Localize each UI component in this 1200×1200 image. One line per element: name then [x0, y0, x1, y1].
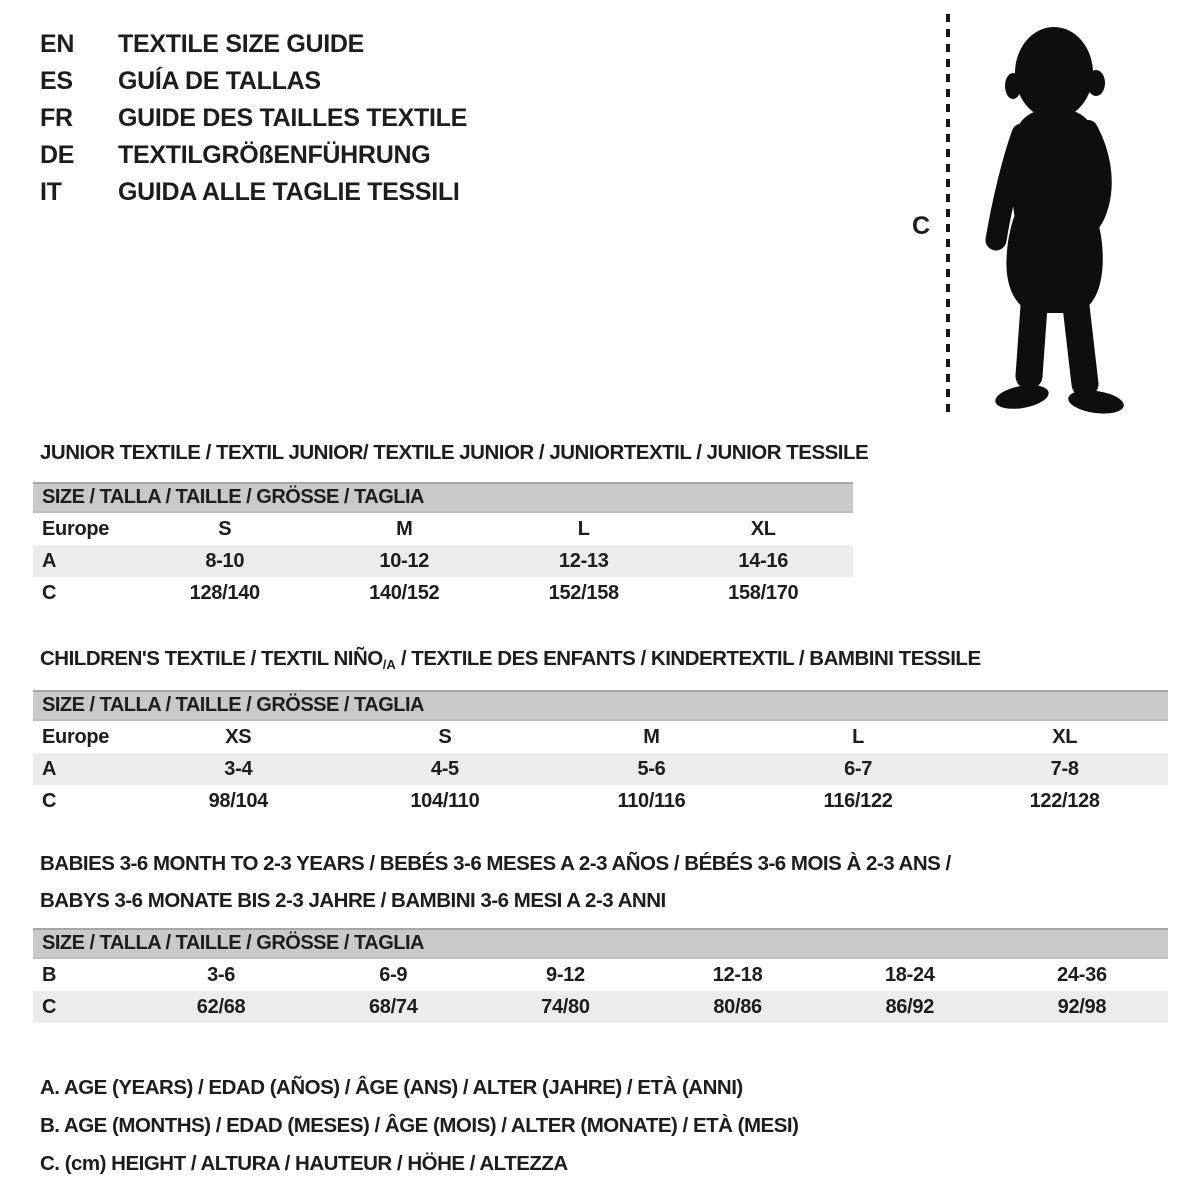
legend-line-a: A. AGE (YEARS) / EDAD (AÑOS) / ÂGE (ANS) / ALTER (JAHRE) / ETÀ (ANNI) [40, 1076, 743, 1099]
section-title-children [40, 640, 981, 683]
height-cell: 86/92 [885, 996, 935, 1018]
junior-size-table [33, 482, 853, 609]
height-cell: 128/140 [189, 582, 260, 604]
section-title-children-sub: /A [382, 657, 396, 672]
table-row-age-years [33, 545, 853, 577]
size-header-bar: SIZE / TALLA / TAILLE / GRÖSSE / TAGLIA [33, 482, 853, 513]
age-cell: 12-18 [712, 964, 763, 986]
size-cell: S [438, 726, 452, 748]
language-code: ES [40, 67, 73, 95]
row-label: A [42, 758, 57, 780]
height-cell: 116/122 [823, 790, 893, 812]
language-title-list [40, 26, 467, 211]
size-cell: XL [1052, 726, 1078, 748]
height-cell: 62/68 [196, 996, 246, 1018]
age-cell: 6-9 [379, 964, 408, 986]
age-cell: 12-13 [558, 550, 609, 572]
language-row-fr [40, 100, 467, 137]
row-label: C [42, 996, 57, 1018]
size-cell: XS [225, 726, 252, 748]
age-cell: 3-4 [224, 758, 253, 780]
guide-title-de: TEXTILGRÖßENFÜHRUNG [118, 141, 431, 169]
size-cell: M [643, 726, 660, 748]
legend-line-b: B. AGE (MONTHS) / EDAD (MESES) / ÂGE (MOIS) / ALTER (MONATE) / ETÀ (MESI) [40, 1114, 799, 1137]
size-cell: S [218, 518, 232, 540]
size-cell: M [396, 518, 413, 540]
table-row-age-years [33, 753, 1168, 785]
legend-line-c: C. (cm) HEIGHT / ALTURA / HAUTEUR / HÖHE / ALTEZZA [40, 1152, 568, 1175]
height-cell: 68/74 [368, 996, 418, 1018]
table-row-height-cm [33, 991, 1168, 1023]
table-row-height-cm [33, 577, 853, 609]
size-header-bar: SIZE / TALLA / TAILLE / GRÖSSE / TAGLIA [33, 690, 1168, 721]
section-title-babies-line1: BABIES 3-6 MONTH TO 2-3 YEARS / BEBÉS 3-6 MESES A 2-3 AÑOS / BÉBÉS 3-6 MOIS À 2-3 ANS / [40, 852, 951, 875]
height-measure-dashed-line [946, 14, 950, 416]
section-title-children-post: / TEXTILE DES ENFANTS / KINDERTEXTIL / BAMBINI TESSILE [395, 647, 981, 670]
babies-size-table [33, 928, 1168, 1023]
size-cell: L [852, 726, 865, 748]
table-row-height-cm [33, 785, 1168, 817]
height-cell: 92/98 [1057, 996, 1107, 1018]
size-cell: XL [750, 518, 776, 540]
row-label: Europe [42, 726, 110, 748]
toddler-silhouette [972, 16, 1138, 418]
language-code: EN [40, 30, 75, 58]
language-row-it [40, 174, 467, 211]
height-cell: 158/170 [728, 582, 799, 604]
height-cell: 80/86 [713, 996, 762, 1018]
height-cell: 104/110 [410, 790, 480, 812]
age-cell: 18-24 [884, 964, 935, 986]
age-cell: 6-7 [844, 758, 873, 780]
height-measure-label: C [912, 212, 930, 240]
age-cell: 24-36 [1057, 964, 1107, 986]
children-size-table [33, 690, 1168, 817]
height-cell: 98/104 [208, 790, 268, 812]
language-row-en [40, 26, 467, 63]
section-title-children-pre: CHILDREN'S TEXTILE / TEXTIL NIÑO [40, 647, 383, 670]
measurement-legend [40, 1069, 798, 1183]
height-cell: 152/158 [548, 582, 619, 604]
language-row-de [40, 137, 467, 174]
age-cell: 9-12 [546, 964, 585, 986]
row-label: C [42, 790, 57, 812]
age-cell: 14-16 [738, 550, 789, 572]
language-code: DE [40, 141, 75, 169]
age-cell: 5-6 [637, 758, 666, 780]
language-code: FR [40, 104, 73, 132]
age-cell: 4-5 [430, 758, 459, 780]
size-header-bar: SIZE / TALLA / TAILLE / GRÖSSE / TAGLIA [33, 928, 1168, 959]
row-label: C [42, 582, 57, 604]
guide-title-it: GUIDA ALLE TAGLIE TESSILI [118, 178, 460, 206]
age-cell: 10-12 [379, 550, 430, 572]
height-cell: 140/152 [369, 582, 440, 604]
table-row-europe [33, 721, 1168, 753]
table-row-age-months [33, 959, 1168, 991]
table-row-europe [33, 513, 853, 545]
row-label: B [42, 964, 57, 986]
section-title-babies-line2: BABYS 3-6 MONATE BIS 2-3 JAHRE / BAMBINI 3-6 MESI A 2-3 ANNI [40, 889, 666, 912]
height-cell: 110/116 [617, 790, 686, 812]
section-title-junior: JUNIOR TEXTILE / TEXTIL JUNIOR/ TEXTILE JUNIOR / JUNIORTEXTIL / JUNIOR TESSILE [40, 441, 869, 464]
size-cell: L [577, 518, 590, 540]
height-cell: 122/128 [1029, 790, 1100, 812]
height-cell: 74/80 [541, 996, 590, 1018]
guide-title-fr: GUIDE DES TAILLES TEXTILE [118, 104, 468, 132]
language-code: IT [40, 178, 62, 206]
guide-title-es: GUÍA DE TALLAS [118, 67, 321, 95]
language-row-es [40, 63, 467, 100]
age-cell: 7-8 [1050, 758, 1079, 780]
guide-title-en: TEXTILE SIZE GUIDE [118, 30, 365, 58]
age-cell: 3-6 [207, 964, 236, 986]
age-cell: 8-10 [205, 550, 245, 572]
row-label: Europe [42, 518, 110, 540]
row-label: A [42, 550, 57, 572]
section-title-babies [40, 845, 951, 919]
